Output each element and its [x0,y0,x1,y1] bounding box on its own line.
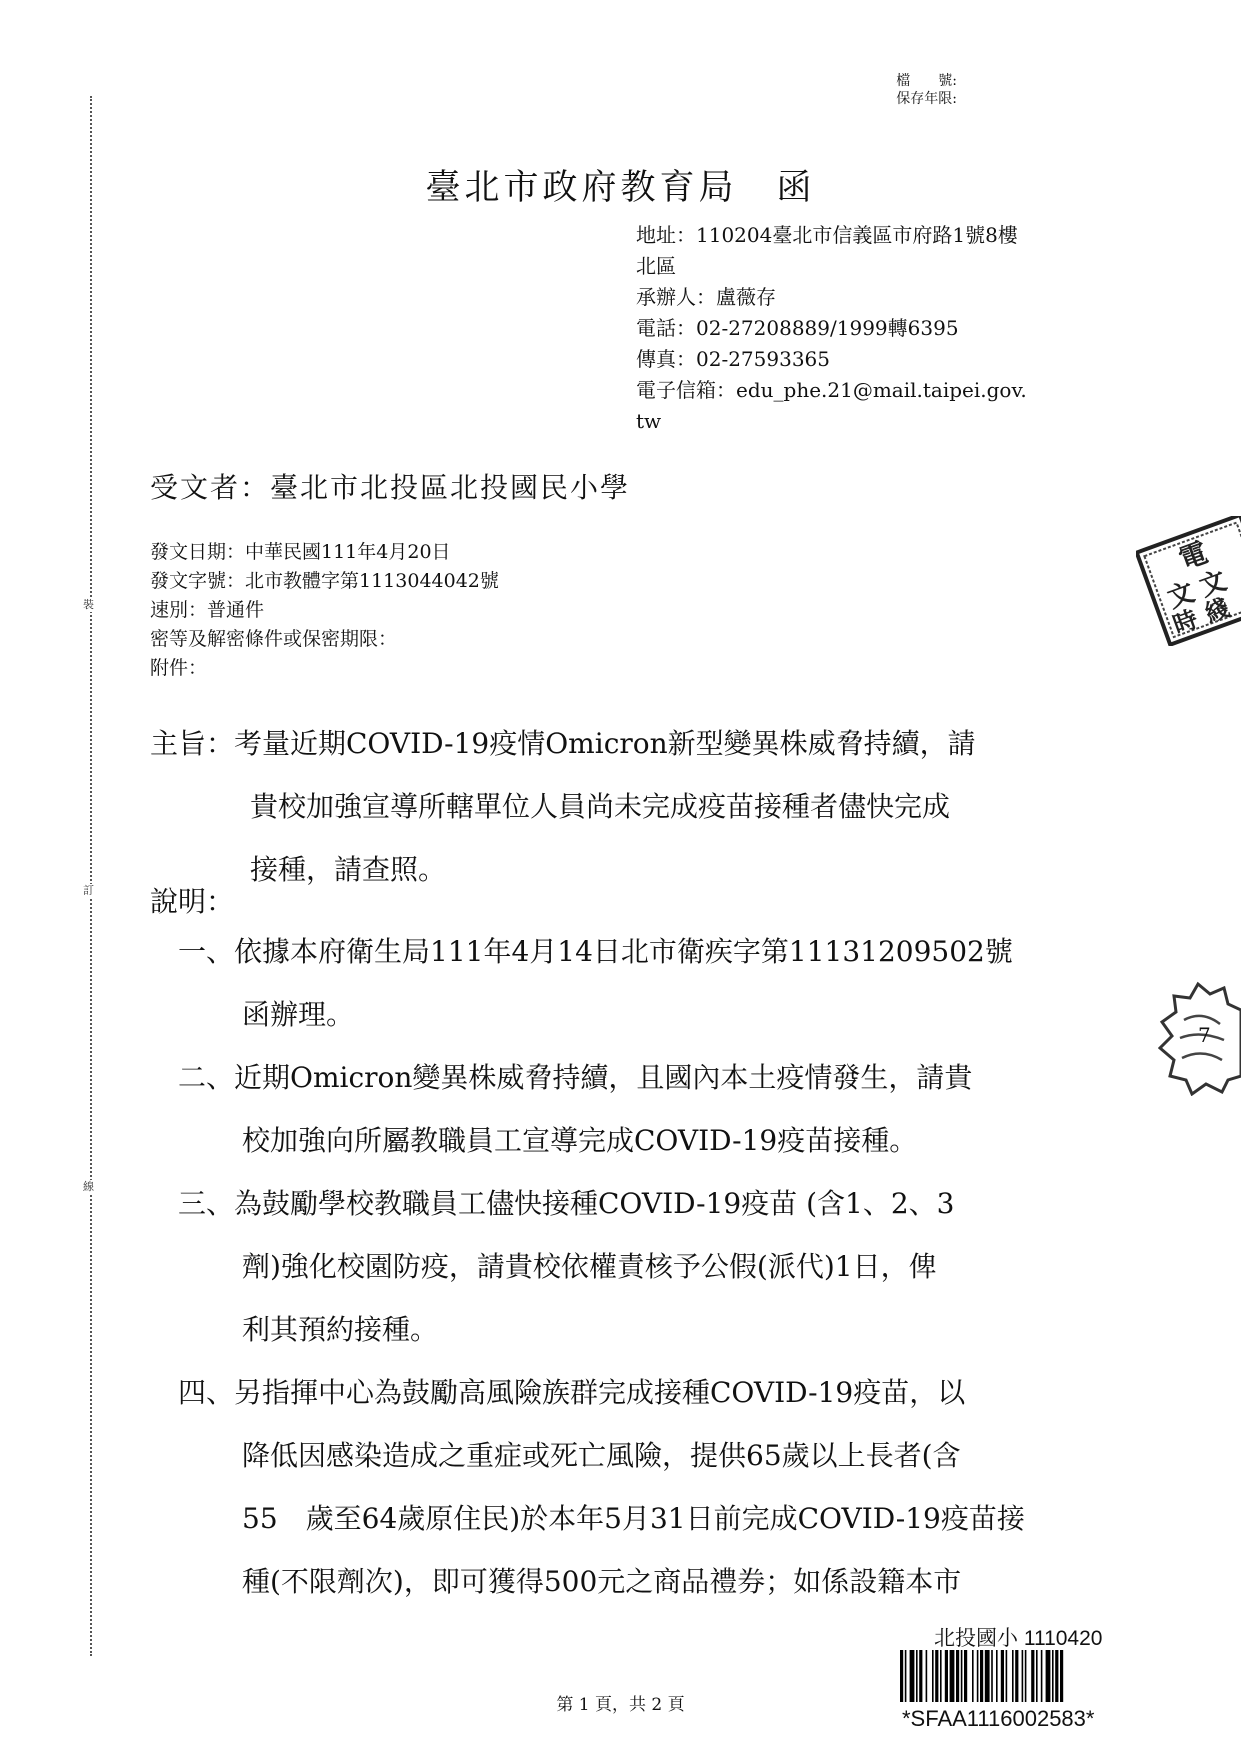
svg-text:文: 文 [1195,565,1231,603]
svg-text:電: 電 [1174,535,1213,577]
explanation-item-2 [178,1046,972,1172]
document-title: 臺北市政府教育局 函 [425,168,816,208]
issue-meta [150,538,499,683]
speed-class: 速別：普通件 [150,599,265,621]
item-line: 校加強向所屬教職員工宣導完成COVID-19疫苗接種。 [242,1124,918,1157]
retention-label: 保存年限: [896,91,957,107]
item-line: 三、為鼓勵學校教職員工儘快接種COVID-19疫苗 (含1、2、3 [178,1187,955,1220]
svg-text:綫: 綫 [1200,592,1234,628]
explanation-item-4 [178,1361,1025,1613]
binding-mark-top: 裝 [83,598,94,611]
barcode-school-label: 北投國小 1110420 [934,1627,1103,1650]
corner-number: 7 [1198,1023,1211,1047]
item-line: 函辦理。 [242,998,355,1031]
receipt-stamp [1136,516,1241,646]
corner-seal [1158,980,1241,1096]
email-line-1: 電子信箱：edu_phe.21@mail.taipei.gov. [636,378,1027,402]
item-line: 種(不限劑次)，即可獲得500元之商品禮券；如係設籍本市 [242,1565,962,1598]
subject-line: 主旨：考量近期COVID-19疫情Omicron新型變異株威脅持續，請 [150,727,976,760]
address-line-1: 地址：110204臺北市信義區市府路1號8樓 [636,223,1018,247]
barcode [900,1650,1145,1702]
doc-number: 發文字號：北市教體字第1113044042號 [150,570,499,592]
barcode-id: *SFAA1116002583* [902,1706,1095,1731]
issue-date: 發文日期：中華民國111年4月20日 [150,541,451,563]
item-line: 55 歲至64歲原住民)於本年5月31日前完成COVID-19疫苗接 [242,1502,1025,1535]
handler: 承辦人：盧薇存 [636,285,776,309]
phone: 電話：02-27208889/1999轉6395 [636,316,959,340]
page-number: 第 1 頁，共 2 頁 [556,1695,685,1715]
binding-line [90,96,92,1656]
recipient: 受文者：臺北市北投區北投國民小學 [150,471,631,504]
explanation-item-1 [178,920,1013,1046]
explanation-heading: 說明： [150,885,235,918]
subject [150,712,976,901]
item-line: 劑)強化校園防疫，請貴校依權責核予公假(派代)1日，俾 [242,1250,937,1283]
secrecy-level: 密等及解密條件或保密期限： [150,628,398,650]
item-line: 四、另指揮中心為鼓勵高風險族群完成接種COVID-19疫苗，以 [178,1376,966,1409]
address-line-2: 北區 [636,254,676,278]
item-line: 二、近期Omicron變異株威脅持續，且國內本土疫情發生，請貴 [178,1061,973,1094]
explanation-item-3 [178,1172,955,1361]
attachment: 附件： [150,657,208,679]
svg-text:時: 時 [1169,603,1202,640]
email-line-2: tw [636,409,662,433]
item-line: 一、依據本府衛生局111年4月14日北市衛疾字第11131209502號 [178,935,1013,968]
binding-mark-bottom: 線 [83,1180,94,1193]
item-line: 降低因感染造成之重症或死亡風險，提供65歲以上長者(含 [242,1439,961,1472]
file-number-label: 檔 號: [896,73,957,89]
item-line: 利其預約接種。 [242,1313,439,1346]
svg-text:文: 文 [1163,577,1199,615]
fax: 傳真：02-27593365 [636,347,831,371]
file-meta [896,72,957,108]
subject-line: 貴校加強宣導所轄單位人員尚未完成疫苗接種者儘快完成 [250,790,951,823]
subject-line: 接種，請查照。 [250,853,447,886]
contact-block [636,220,1106,437]
binding-mark-middle: 訂 [83,884,94,897]
